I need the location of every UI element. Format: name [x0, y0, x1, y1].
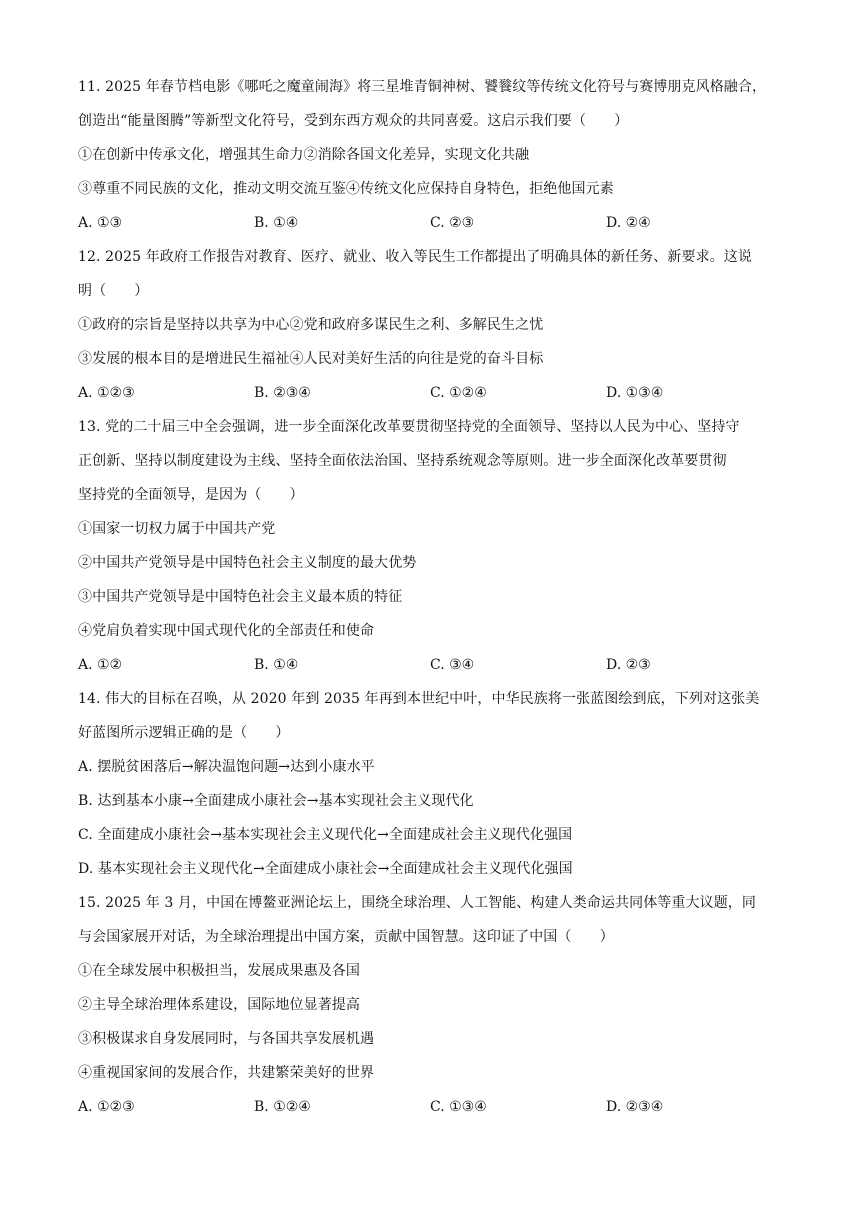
- option-c: C. ①③④: [430, 1099, 487, 1115]
- question-15: [78, 886, 784, 1124]
- answer-options: [78, 1090, 784, 1124]
- question-stem-line: 与会国家展开对话，为全球治理提出中国方案，贡献中国智慧。这印证了中国（ ）: [78, 929, 614, 945]
- question-stem-line: 坚持党的全面领导，是因为（ ）: [78, 487, 304, 503]
- option-c: C. ①②④: [430, 385, 487, 401]
- option-d: D. ②④: [606, 215, 651, 231]
- statement-line: ③中国共产党领导是中国特色社会主义最本质的特征: [78, 589, 403, 605]
- statement-line: ①在全球发展中积极担当，发展成果惠及各国: [78, 963, 360, 979]
- option-c: C. ②③: [430, 215, 475, 231]
- option-d: D. ②③: [606, 657, 651, 673]
- answer-options: [78, 648, 784, 682]
- question-stem-line: 正创新、坚持以制度建设为主线、坚持全面依法治国、坚持系统观念等原则。进一步全面深化改革要贯彻: [78, 453, 727, 469]
- option-d: D. ①③④: [606, 385, 664, 401]
- statement-line: ②主导全球治理体系建设，国际地位显著提高: [78, 997, 360, 1013]
- question-14: [78, 682, 784, 886]
- option-line-a: A. 摆脱贫困落后→解决温饱问题→达到小康水平: [78, 759, 375, 775]
- option-a: A. ①②: [78, 657, 123, 673]
- question-stem-line: 15. 2025 年 3 月，中国在博鳌亚洲论坛上，围绕全球治理、人工智能、构建人类命运共同体等重大议题，同: [78, 895, 756, 911]
- question-stem-line: 12. 2025 年政府工作报告对教育、医疗、就业、收入等民生工作都提出了明确具体的新任务、新要求。这说: [78, 249, 752, 265]
- option-line-b: B. 达到基本小康→全面建成小康社会→基本实现社会主义现代化: [78, 793, 474, 809]
- option-line-d: D. 基本实现社会主义现代化→全面建成小康社会→全面建成社会主义现代化强国: [78, 861, 573, 877]
- option-d: D. ②③④: [606, 1099, 664, 1115]
- option-c: C. ③④: [430, 657, 475, 673]
- statement-line: ④党肩负着实现中国式现代化的全部责任和使命: [78, 623, 375, 639]
- question-stem-line: 13. 党的二十届三中全会强调，进一步全面深化改革要贯彻坚持党的全面领导、坚持以人民为中心、坚持守: [78, 419, 740, 435]
- option-a: A. ①③: [78, 215, 123, 231]
- statement-line: ④重视国家间的发展合作，共建繁荣美好的世界: [78, 1065, 375, 1081]
- option-b: B. ①④: [254, 657, 299, 673]
- answer-options: [78, 376, 784, 410]
- question-13: [78, 410, 784, 682]
- statement-line: ②中国共产党领导是中国特色社会主义制度的最大优势: [78, 555, 417, 571]
- question-stem-line: 11. 2025 年春节档电影《哪吒之魔童闹海》将三星堆青铜神树、饕餮纹等传统文化符号与赛博朋克风格融合，: [78, 79, 767, 95]
- answer-options: [78, 206, 784, 240]
- option-a: A. ①②③: [78, 1099, 135, 1115]
- statement-line: ①政府的宗旨是坚持以共享为中心②党和政府多谋民生之利、多解民生之忧: [78, 317, 544, 333]
- question-11: [78, 70, 784, 240]
- question-stem-line: 创造出“能量图腾”等新型文化符号，受到东西方观众的共同喜爱。这启示我们要（ ）: [78, 113, 629, 129]
- question-stem-line: 好蓝图所示逻辑正确的是（ ）: [78, 725, 290, 741]
- exam-page: [78, 70, 784, 1124]
- question-stem-line: 明（ ）: [78, 283, 149, 299]
- option-b: B. ①②④: [254, 1099, 311, 1115]
- option-line-c: C. 全面建成小康社会→基本实现社会主义现代化→全面建成社会主义现代化强国: [78, 827, 573, 843]
- option-b: B. ②③④: [254, 385, 311, 401]
- statement-line: ①在创新中传承文化，增强其生命力②消除各国文化差异，实现文化共融: [78, 147, 530, 163]
- statement-line: ①国家一切权力属于中国共产党: [78, 521, 276, 537]
- option-b: B. ①④: [254, 215, 299, 231]
- statement-line: ③尊重不同民族的文化，推动文明交流互鉴④传统文化应保持自身特色，拒绝他国元素: [78, 181, 614, 197]
- option-a: A. ①②③: [78, 385, 135, 401]
- question-stem-line: 14. 伟大的目标在召唤，从 2020 年到 2035 年再到本世纪中叶，中华民族将一张蓝图绘到底，下列对这张美: [78, 691, 760, 707]
- statement-line: ③发展的根本目的是增进民生福祉④人民对美好生活的向往是党的奋斗目标: [78, 351, 544, 367]
- statement-line: ③积极谋求自身发展同时，与各国共享发展机遇: [78, 1031, 375, 1047]
- question-12: [78, 240, 784, 410]
